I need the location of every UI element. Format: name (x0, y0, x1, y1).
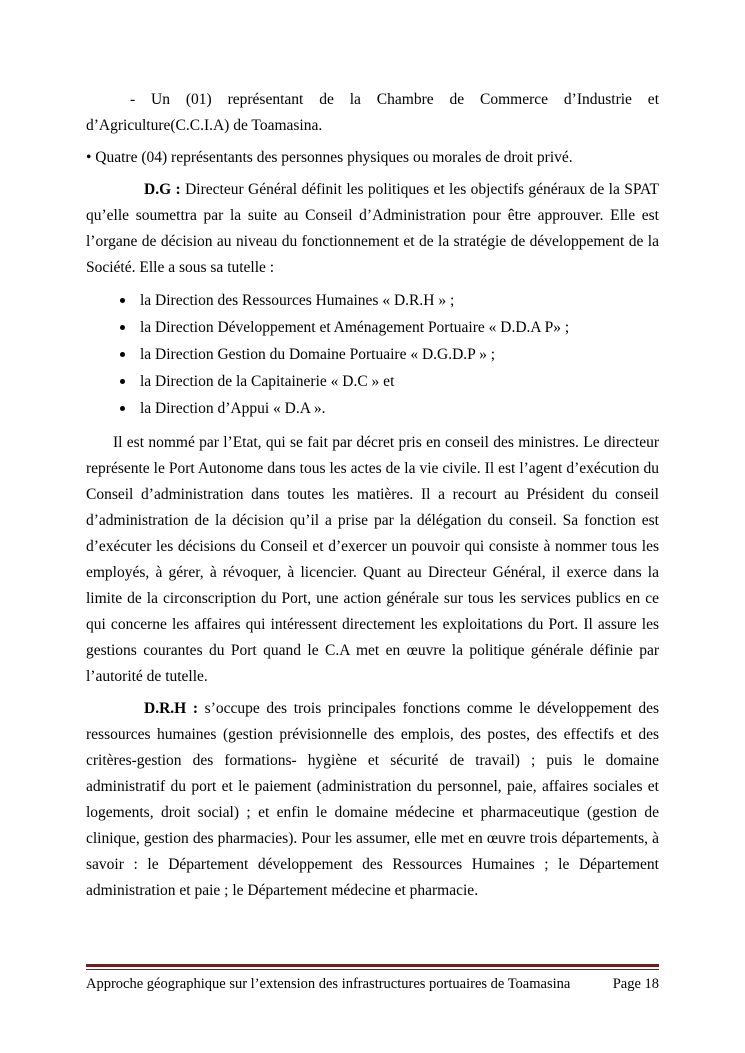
paragraph-dg-nomination: Il est nommé par l’Etat, qui se fait par décret pris en conseil des ministres. Le directeur représente le Port Autonome dans tous les actes de la vie civile. Il est l’agent d’exécution du Conseil d’administration dans toutes les matières. Il a recourt au Président du conseil d’administration de la décision qu’il a prise par la délégation du conseil. Sa fonction est d’exécuter les décisions du Conseil et d’exercer un pouvoir qui consiste à nommer tous les employés, à gérer, à révoquer, à licencier. Quant au Directeur Général, il exerce dans la limite de la circonscription du Port, une action générale sur tous les services publics en ce qui concerne les affaires qui intéressent directement les exploitations du Port. Il assure les gestions courantes du Port quand le C.A met en œuvre la politique générale définie par l’autorité de tutelle. (86, 434, 659, 685)
page-number: Page 18 (612, 976, 659, 992)
list-item (86, 368, 659, 395)
page-footer (86, 964, 659, 993)
list-item (86, 395, 659, 422)
dg-term-text: Directeur Général définit les politiques et les objectifs généraux de la SPAT qu’elle soumettra par la suite au Conseil d’Administration pour être approuver. Elle est l’organe de décision au niveau du fonctionnement et de la stratégie de développement de la Société. Elle a sous sa tutelle : (86, 181, 659, 276)
list-item-label: la Direction des Ressources Humaines « D.R.H » ; (140, 292, 455, 309)
list-item (86, 287, 659, 314)
paragraph-drh (86, 696, 659, 904)
list-item-label: la Direction Développement et Aménagement Portuaire « D.D.A P» ; (140, 319, 570, 336)
dg-term-label: D.G : (144, 181, 181, 198)
list-item-label: la Direction Gestion du Domaine Portuaire « D.G.D.P » ; (140, 346, 496, 363)
drh-term-label: D.R.H : (144, 700, 199, 717)
paragraph-dg (86, 177, 659, 281)
footer-row (86, 970, 659, 993)
list-item (86, 341, 659, 368)
paragraph-private-representatives: • Quatre (04) représentants des personnes physiques ou morales de droit privé. (86, 149, 573, 166)
bullet-icon (120, 406, 125, 411)
bullet-icon (120, 379, 125, 384)
bullet-icon (120, 325, 125, 330)
paragraph-ccia-representative: - Un (01) représentant de la Chambre de Commerce d’Industrie et d’Agriculture(C.C.I.A) de Toamasina. (86, 91, 659, 134)
list-item (86, 314, 659, 341)
bullet-icon (120, 352, 125, 357)
drh-term-text: s’occupe des trois principales fonctions comme le développement des ressources humaines (gestion prévisionnelle des emplois, des postes, des effectifs et des critères-gestion des formations- hygiène et sécurité de travail) ; puis le domaine administratif du port et le paiement (administration du personnel, paie, affaires sociales et logements, droit social) ; et enfin le domaine médecine et pharmaceutique (gestion de clinique, gestion des pharmacies). Pour les assumer, elle met en œuvre trois départements, à savoir : le Département développement des Ressources Humaines ; le Département administration et paie ; le Département médecine et pharmacie. (86, 700, 660, 899)
list-item-label: la Direction d’Appui « D.A ». (140, 400, 326, 417)
page-body (86, 87, 659, 910)
directions-list (86, 287, 659, 422)
list-item-label: la Direction de la Capitainerie « D.C » et (140, 373, 395, 390)
bullet-icon (120, 298, 125, 303)
footer-title: Approche géographique sur l’extension des infrastructures portuaires de Toamasina (86, 976, 571, 992)
